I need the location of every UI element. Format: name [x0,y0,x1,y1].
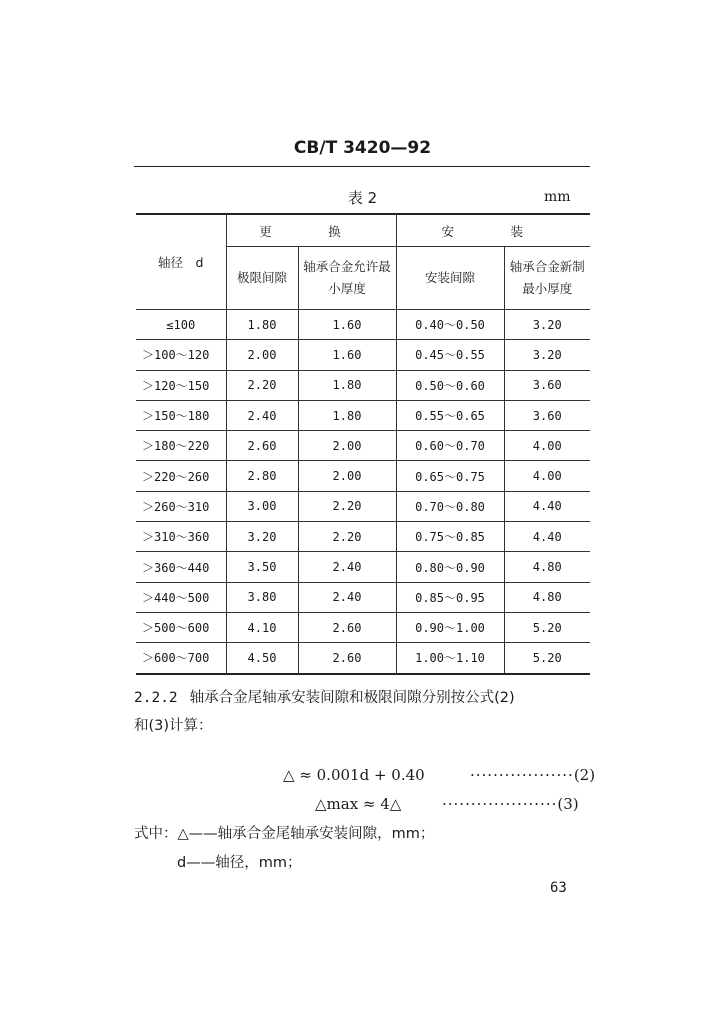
cell-min-thickness-new: 4.40 [504,491,590,521]
table-row [136,340,590,370]
table-row [136,491,590,521]
group-header-replace: 更 换 [226,214,396,247]
clause-text-line1: 轴承合金尾轴承安装间隙和极限间隙分别按公式(2) [189,690,515,706]
cell-diameter: ＞310～360 [136,522,226,552]
cell-install-clearance: 0.90～1.00 [396,612,504,642]
cell-install-clearance: 0.80～0.90 [396,552,504,582]
cell-min-thickness-allowed: 2.60 [298,643,396,674]
clause-paragraph [134,684,594,740]
cell-limit-clearance: 3.50 [226,552,298,582]
col-header-diameter: 轴径 d [136,214,226,310]
cell-min-thickness-allowed: 2.00 [298,461,396,491]
cell-min-thickness-new: 5.20 [504,612,590,642]
cell-install-clearance: 0.65～0.75 [396,461,504,491]
cell-min-thickness-allowed: 2.40 [298,582,396,612]
table-row [136,370,590,400]
cell-min-thickness-allowed: 1.80 [298,400,396,430]
cell-install-clearance: 0.40～0.50 [396,310,504,340]
cell-limit-clearance: 3.80 [226,582,298,612]
table-row [136,522,590,552]
cell-diameter: ≤100 [136,310,226,340]
formula-2-expression: △ ≈ 0.001d + 0.40 [283,766,425,784]
formula-3-number: (3) [557,795,579,813]
cell-min-thickness-new: 4.80 [504,552,590,582]
cell-min-thickness-new: 4.00 [504,461,590,491]
cell-install-clearance: 0.55～0.65 [396,400,504,430]
page-number: 63 [550,880,567,896]
cell-limit-clearance: 2.60 [226,431,298,461]
cell-limit-clearance: 4.10 [226,612,298,642]
cell-min-thickness-new: 4.40 [504,522,590,552]
formula-3 [315,795,401,813]
header-rule [134,166,590,167]
formula-2 [283,766,425,784]
cell-min-thickness-allowed: 1.60 [298,310,396,340]
col-header-install-clearance: 安装间隙 [396,247,504,310]
group-header-install: 安 装 [396,214,590,247]
cell-diameter: ＞150～180 [136,400,226,430]
cell-diameter: ＞220～260 [136,461,226,491]
table-row [136,400,590,430]
cell-min-thickness-allowed: 2.60 [298,612,396,642]
cell-min-thickness-allowed: 2.20 [298,491,396,521]
cell-min-thickness-allowed: 1.80 [298,370,396,400]
cell-min-thickness-new: 3.60 [504,370,590,400]
cell-limit-clearance: 2.40 [226,400,298,430]
cell-min-thickness-new: 5.20 [504,643,590,674]
table-row [136,310,590,340]
col-header-limit-clearance: 极限间隙 [226,247,298,310]
cell-min-thickness-allowed: 2.40 [298,552,396,582]
cell-min-thickness-new: 4.00 [504,431,590,461]
cell-limit-clearance: 3.20 [226,522,298,552]
where-line-1: 式中：△——轴承合金尾轴承安装间隙，mm； [134,826,435,842]
table-caption: 表 2 [347,189,378,207]
clause-number: 2.2.2 [134,690,178,706]
cell-diameter: ＞500～600 [136,612,226,642]
formula-3-expression: △max ≈ 4△ [315,795,402,813]
cell-limit-clearance: 2.80 [226,461,298,491]
where-line-2: d——轴径，mm； [177,855,302,871]
table-row [136,431,590,461]
col-header-min-thickness-new: 轴承合金新制最小厚度 [504,247,590,310]
cell-min-thickness-allowed: 1.60 [298,340,396,370]
cell-install-clearance: 0.70～0.80 [396,491,504,521]
cell-diameter: ＞260～310 [136,491,226,521]
cell-min-thickness-allowed: 2.20 [298,522,396,552]
table-row [136,582,590,612]
cell-install-clearance: 0.45～0.55 [396,340,504,370]
cell-diameter: ＞440～500 [136,582,226,612]
table-row [136,461,590,491]
cell-min-thickness-new: 4.80 [504,582,590,612]
clearance-table [136,213,590,675]
table-row [136,612,590,642]
cell-diameter: ＞180～220 [136,431,226,461]
col-header-min-thickness-allowed: 轴承合金允许最小厚度 [298,247,396,310]
cell-diameter: ＞120～150 [136,370,226,400]
table-row [136,552,590,582]
table-unit: mm [544,189,571,205]
formula-2-number: (2) [573,766,596,784]
cell-min-thickness-new: 3.20 [504,340,590,370]
table-row [136,643,590,674]
cell-limit-clearance: 2.20 [226,370,298,400]
formula-3-ref [442,795,579,813]
cell-install-clearance: 0.60～0.70 [396,431,504,461]
cell-diameter: ＞100～120 [136,340,226,370]
clause-text-line2: 和(3)计算： [134,718,213,734]
cell-limit-clearance: 4.50 [226,643,298,674]
formula-2-leader: ·················· [470,766,574,784]
cell-limit-clearance: 1.80 [226,310,298,340]
standard-code: CB/T 3420—92 [293,138,432,158]
formula-2-ref [470,766,595,784]
cell-min-thickness-new: 3.60 [504,400,590,430]
cell-install-clearance: 0.85～0.95 [396,582,504,612]
cell-min-thickness-new: 3.20 [504,310,590,340]
cell-min-thickness-allowed: 2.00 [298,431,396,461]
formula-3-leader: ···················· [442,795,558,813]
cell-install-clearance: 0.75～0.85 [396,522,504,552]
cell-diameter: ＞360～440 [136,552,226,582]
cell-limit-clearance: 2.00 [226,340,298,370]
cell-limit-clearance: 3.00 [226,491,298,521]
cell-install-clearance: 0.50～0.60 [396,370,504,400]
cell-diameter: ＞600～700 [136,643,226,674]
cell-install-clearance: 1.00～1.10 [396,643,504,674]
